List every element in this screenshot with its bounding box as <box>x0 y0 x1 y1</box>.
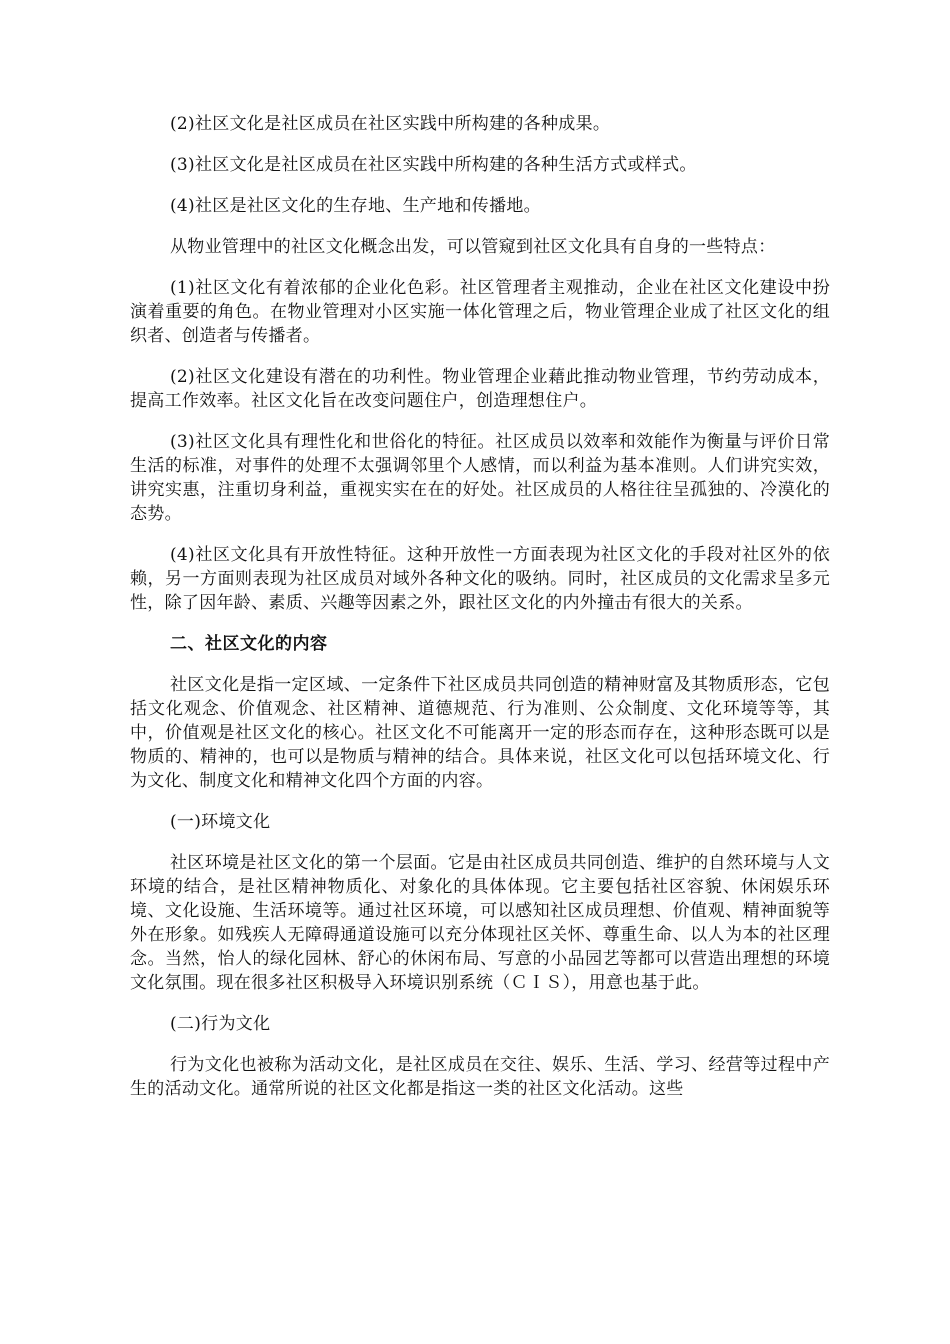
document-page <box>130 112 830 1118</box>
paragraph: (4)社区文化具有开放性特征。这种开放性一方面表现为社区文化的手段对社区外的依赖，另一方面则表现为社区成员对域外各种文化的吸纳。同时，社区成员的文化需求呈多元性，除了因年龄、素质、兴趣等因素之外，跟社区文化的内外撞击有很大的关系。 <box>130 545 830 613</box>
subsection-heading: (二)行为文化 <box>170 1014 271 1034</box>
paragraph: 从物业管理中的社区文化概念出发，可以管窥到社区文化具有自身的一些特点： <box>170 237 776 257</box>
paragraph: 行为文化也被称为活动文化，是社区成员在交往、娱乐、生活、学习、经营等过程中产生的活动文化。通常所说的社区文化都是指这一类的社区文化活动。这些 <box>130 1055 830 1099</box>
paragraph: (3)社区文化具有理性化和世俗化的特征。社区成员以效率和效能作为衡量与评价日常生活的标准，对事件的处理不太强调邻里个人感情，而以利益为基本准则。人们讲究实效，讲究实惠，注重切身利益，重视实实在在的好处。社区成员的人格往往呈孤独的、冷漠化的态势。 <box>130 432 830 524</box>
paragraph: (2)社区文化建设有潜在的功利性。物业管理企业藉此推动物业管理，节约劳动成本，提高工作效率。社区文化旨在改变问题住户，创造理想住户。 <box>130 367 830 411</box>
paragraph: (3)社区文化是社区成员在社区实践中所构建的各种生活方式或样式。 <box>170 155 697 175</box>
paragraph: 社区文化是指一定区域、一定条件下社区成员共同创造的精神财富及其物质形态，它包括文化观念、价值观念、社区精神、道德规范、行为准则、公众制度、文化环境等等，其中，价值观是社区文化的核心。社区文化不可能离开一定的形态而存在，这种形态既可以是物质的、精神的，也可以是物质与精神的结合。具体来说，社区文化可以包括环境文化、行为文化、制度文化和精神文化四个方面的内容。 <box>130 675 830 791</box>
paragraph: 社区环境是社区文化的第一个层面。它是由社区成员共同创造、维护的自然环境与人文环境的结合，是社区精神物质化、对象化的具体体现。它主要包括社区容貌、休闲娱乐环境、文化设施、生活环境等。通过社区环境，可以感知社区成员理想、价值观、精神面貌等外在形象。如残疾人无障碍通道设施可以充分体现社区关怀、尊重生命、以人为本的社区理念。当然，怡人的绿化园林、舒心的休闲布局、写意的小品园艺等都可以营造出理想的环境文化氛围。现在很多社区积极导入环境识别系统（ＣＩＳ），用意也基于此。 <box>130 853 830 993</box>
paragraph: (1)社区文化有着浓郁的企业化色彩。社区管理者主观推动，企业在社区文化建设中扮演着重要的角色。在物业管理对小区实施一体化管理之后，物业管理企业成了社区文化的组织者、创造者与传播者。 <box>130 278 830 346</box>
paragraph: (4)社区是社区文化的生存地、生产地和传播地。 <box>170 196 541 216</box>
section-heading: 二、社区文化的内容 <box>170 634 328 654</box>
paragraph: (2)社区文化是社区成员在社区实践中所构建的各种成果。 <box>170 114 611 134</box>
subsection-heading: (一)环境文化 <box>170 812 271 832</box>
